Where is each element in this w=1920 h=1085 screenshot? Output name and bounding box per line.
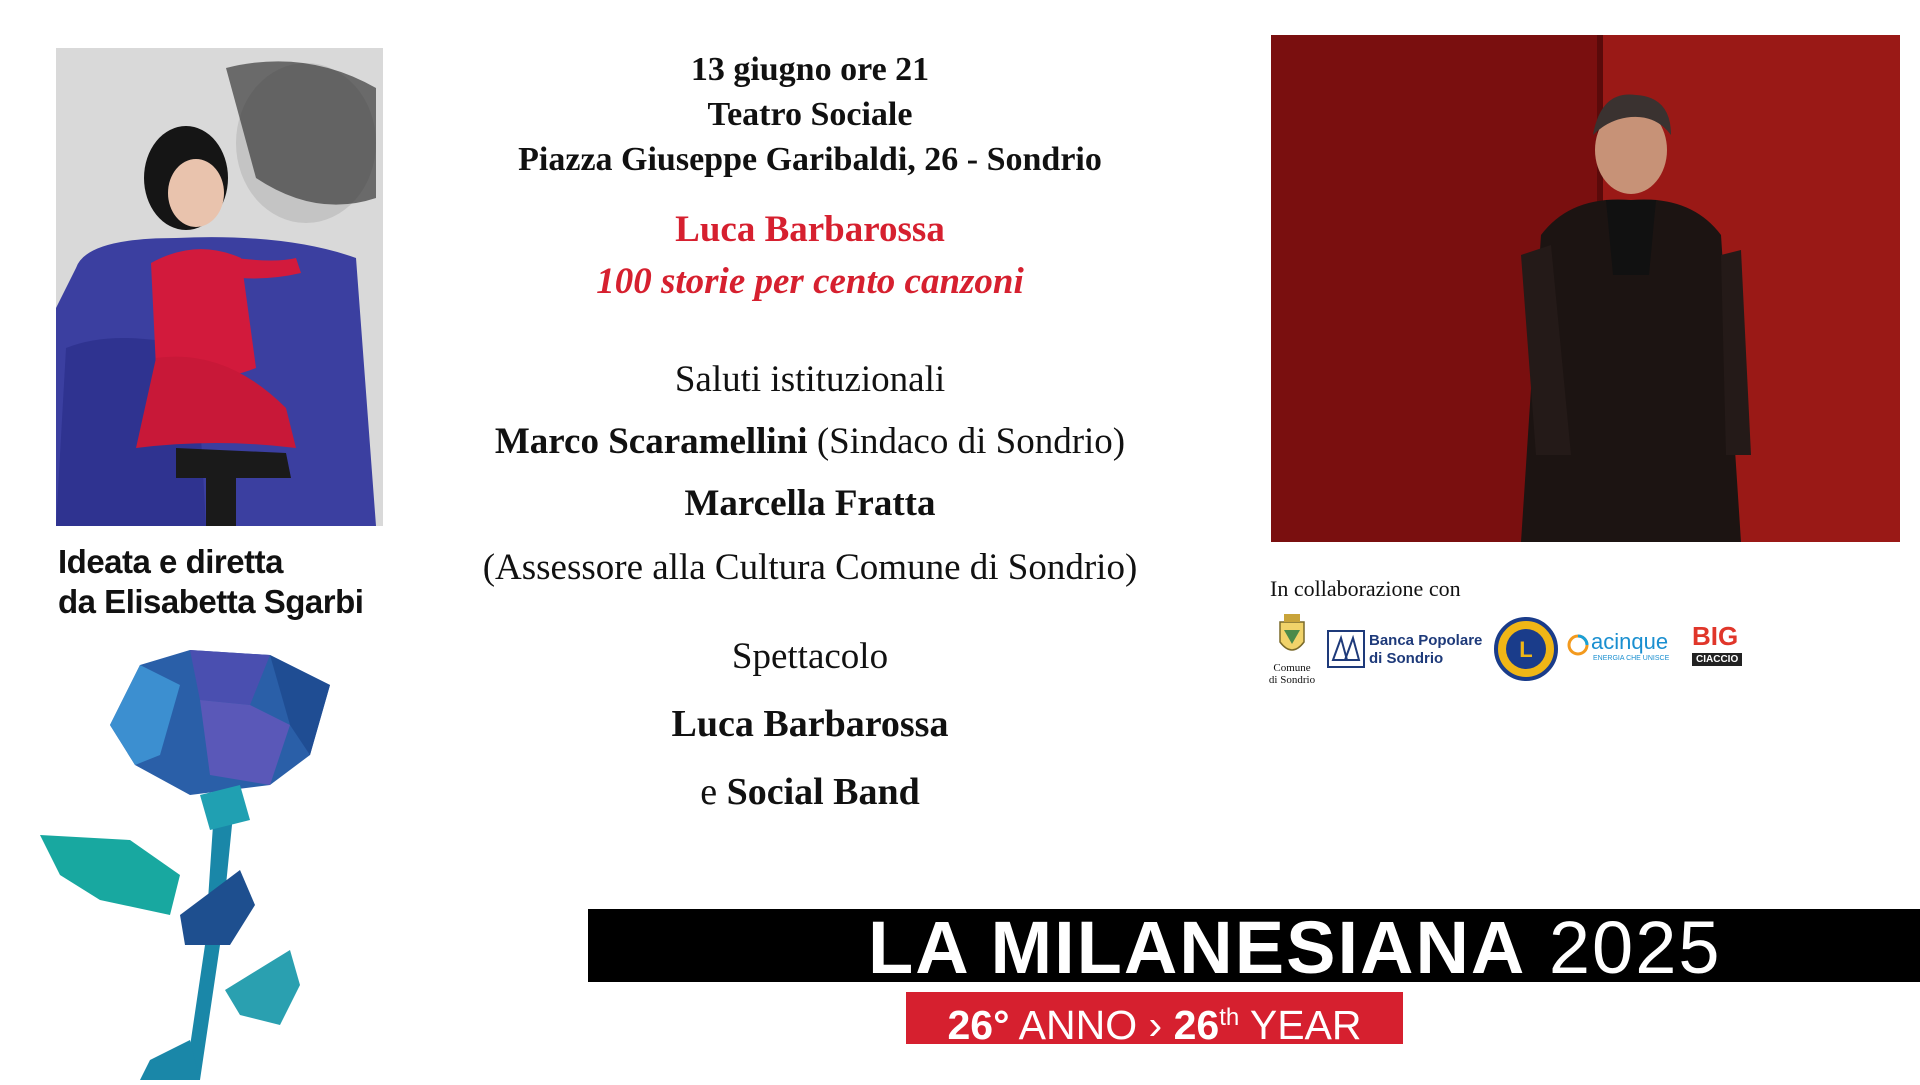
artist-photo-luca-barbarossa (1271, 35, 1900, 542)
acinque-text: acinque (1591, 629, 1669, 654)
comune-di-sondrio-crest-icon (1272, 612, 1312, 660)
event-address: Piazza Giuseppe Garibaldi, 26 - Sondrio (518, 141, 1102, 178)
credit-line-1: Ideata e diretta (58, 543, 283, 580)
edition-en-suffix: th (1219, 1004, 1240, 1031)
greetings-heading: Saluti istituzionali (674, 359, 946, 400)
event-date-time: 13 giugno ore 21 (690, 51, 930, 88)
lions-logo-icon (1494, 617, 1558, 681)
feature-artist: Luca Barbarossa (675, 209, 945, 250)
speaker-2-role: (Assessore alla Cultura Comune di Sondrio) (482, 547, 1138, 588)
show-performer-line (440, 702, 1180, 746)
banca-popolare-text: Banca Popolare di Sondrio (1369, 632, 1483, 667)
portrait-illustration (56, 48, 383, 526)
edition-en-number: 26 (1173, 1002, 1220, 1048)
sponsor-banca-popolare (1327, 630, 1497, 670)
sponsor-lions (1494, 617, 1560, 683)
big-logo-text: BIG (1692, 621, 1739, 651)
sponsor-comune-di-sondrio (1262, 612, 1322, 692)
edition-separator: › (1148, 1002, 1163, 1048)
edition-it-label: ANNO (1018, 1002, 1138, 1048)
sponsor-logos (1262, 612, 1782, 692)
portrait-photo-elisabetta-sgarbi (56, 48, 383, 526)
acinque-logo-icon (1567, 634, 1589, 656)
show-performer: Luca Barbarossa (671, 703, 949, 745)
festival-year: 2025 (1548, 906, 1722, 989)
show-band-line (440, 770, 1180, 814)
collaboration-label: In collaborazione con (1270, 576, 1461, 601)
banca-popolare-logo-icon (1327, 630, 1365, 668)
sponsor-big-broker (1692, 622, 1777, 672)
feature-title: 100 storie per cento canzoni (596, 261, 1024, 302)
show-heading: Spettacolo (731, 636, 889, 677)
speaker-2-name-line (440, 482, 1180, 525)
rose-icon (40, 645, 370, 1080)
edition-it-number: 26° (947, 1002, 1010, 1048)
edition-en-label: YEAR (1249, 1002, 1362, 1048)
blue-rose-logo (40, 645, 370, 1080)
speaker-2-name: Marcella Fratta (684, 483, 936, 524)
event-venue: Teatro Sociale (707, 96, 913, 133)
credit-line-2: da Elisabetta Sgarbi (58, 583, 364, 620)
festival-title (868, 908, 1722, 988)
speaker-1 (440, 420, 1180, 463)
show-connector: e (700, 771, 718, 813)
sponsor-acinque (1567, 630, 1687, 670)
comune-di-sondrio-text: Comune di Sondrio (1268, 662, 1316, 686)
artist-illustration (1271, 35, 1900, 542)
speaker-1-name: Marco Scaramellini (494, 421, 808, 462)
acinque-subtext: ENERGIA CHE UNISCE (1593, 655, 1670, 662)
svg-text:L: L (1519, 637, 1533, 662)
speaker-1-role: (Sindaco di Sondrio) (816, 421, 1126, 462)
show-band: Social Band (726, 771, 920, 813)
ciaccio-text: CIACCIO (1692, 653, 1742, 666)
edition-tag (906, 992, 1403, 1048)
festival-name: LA MILANESIANA (868, 906, 1527, 989)
